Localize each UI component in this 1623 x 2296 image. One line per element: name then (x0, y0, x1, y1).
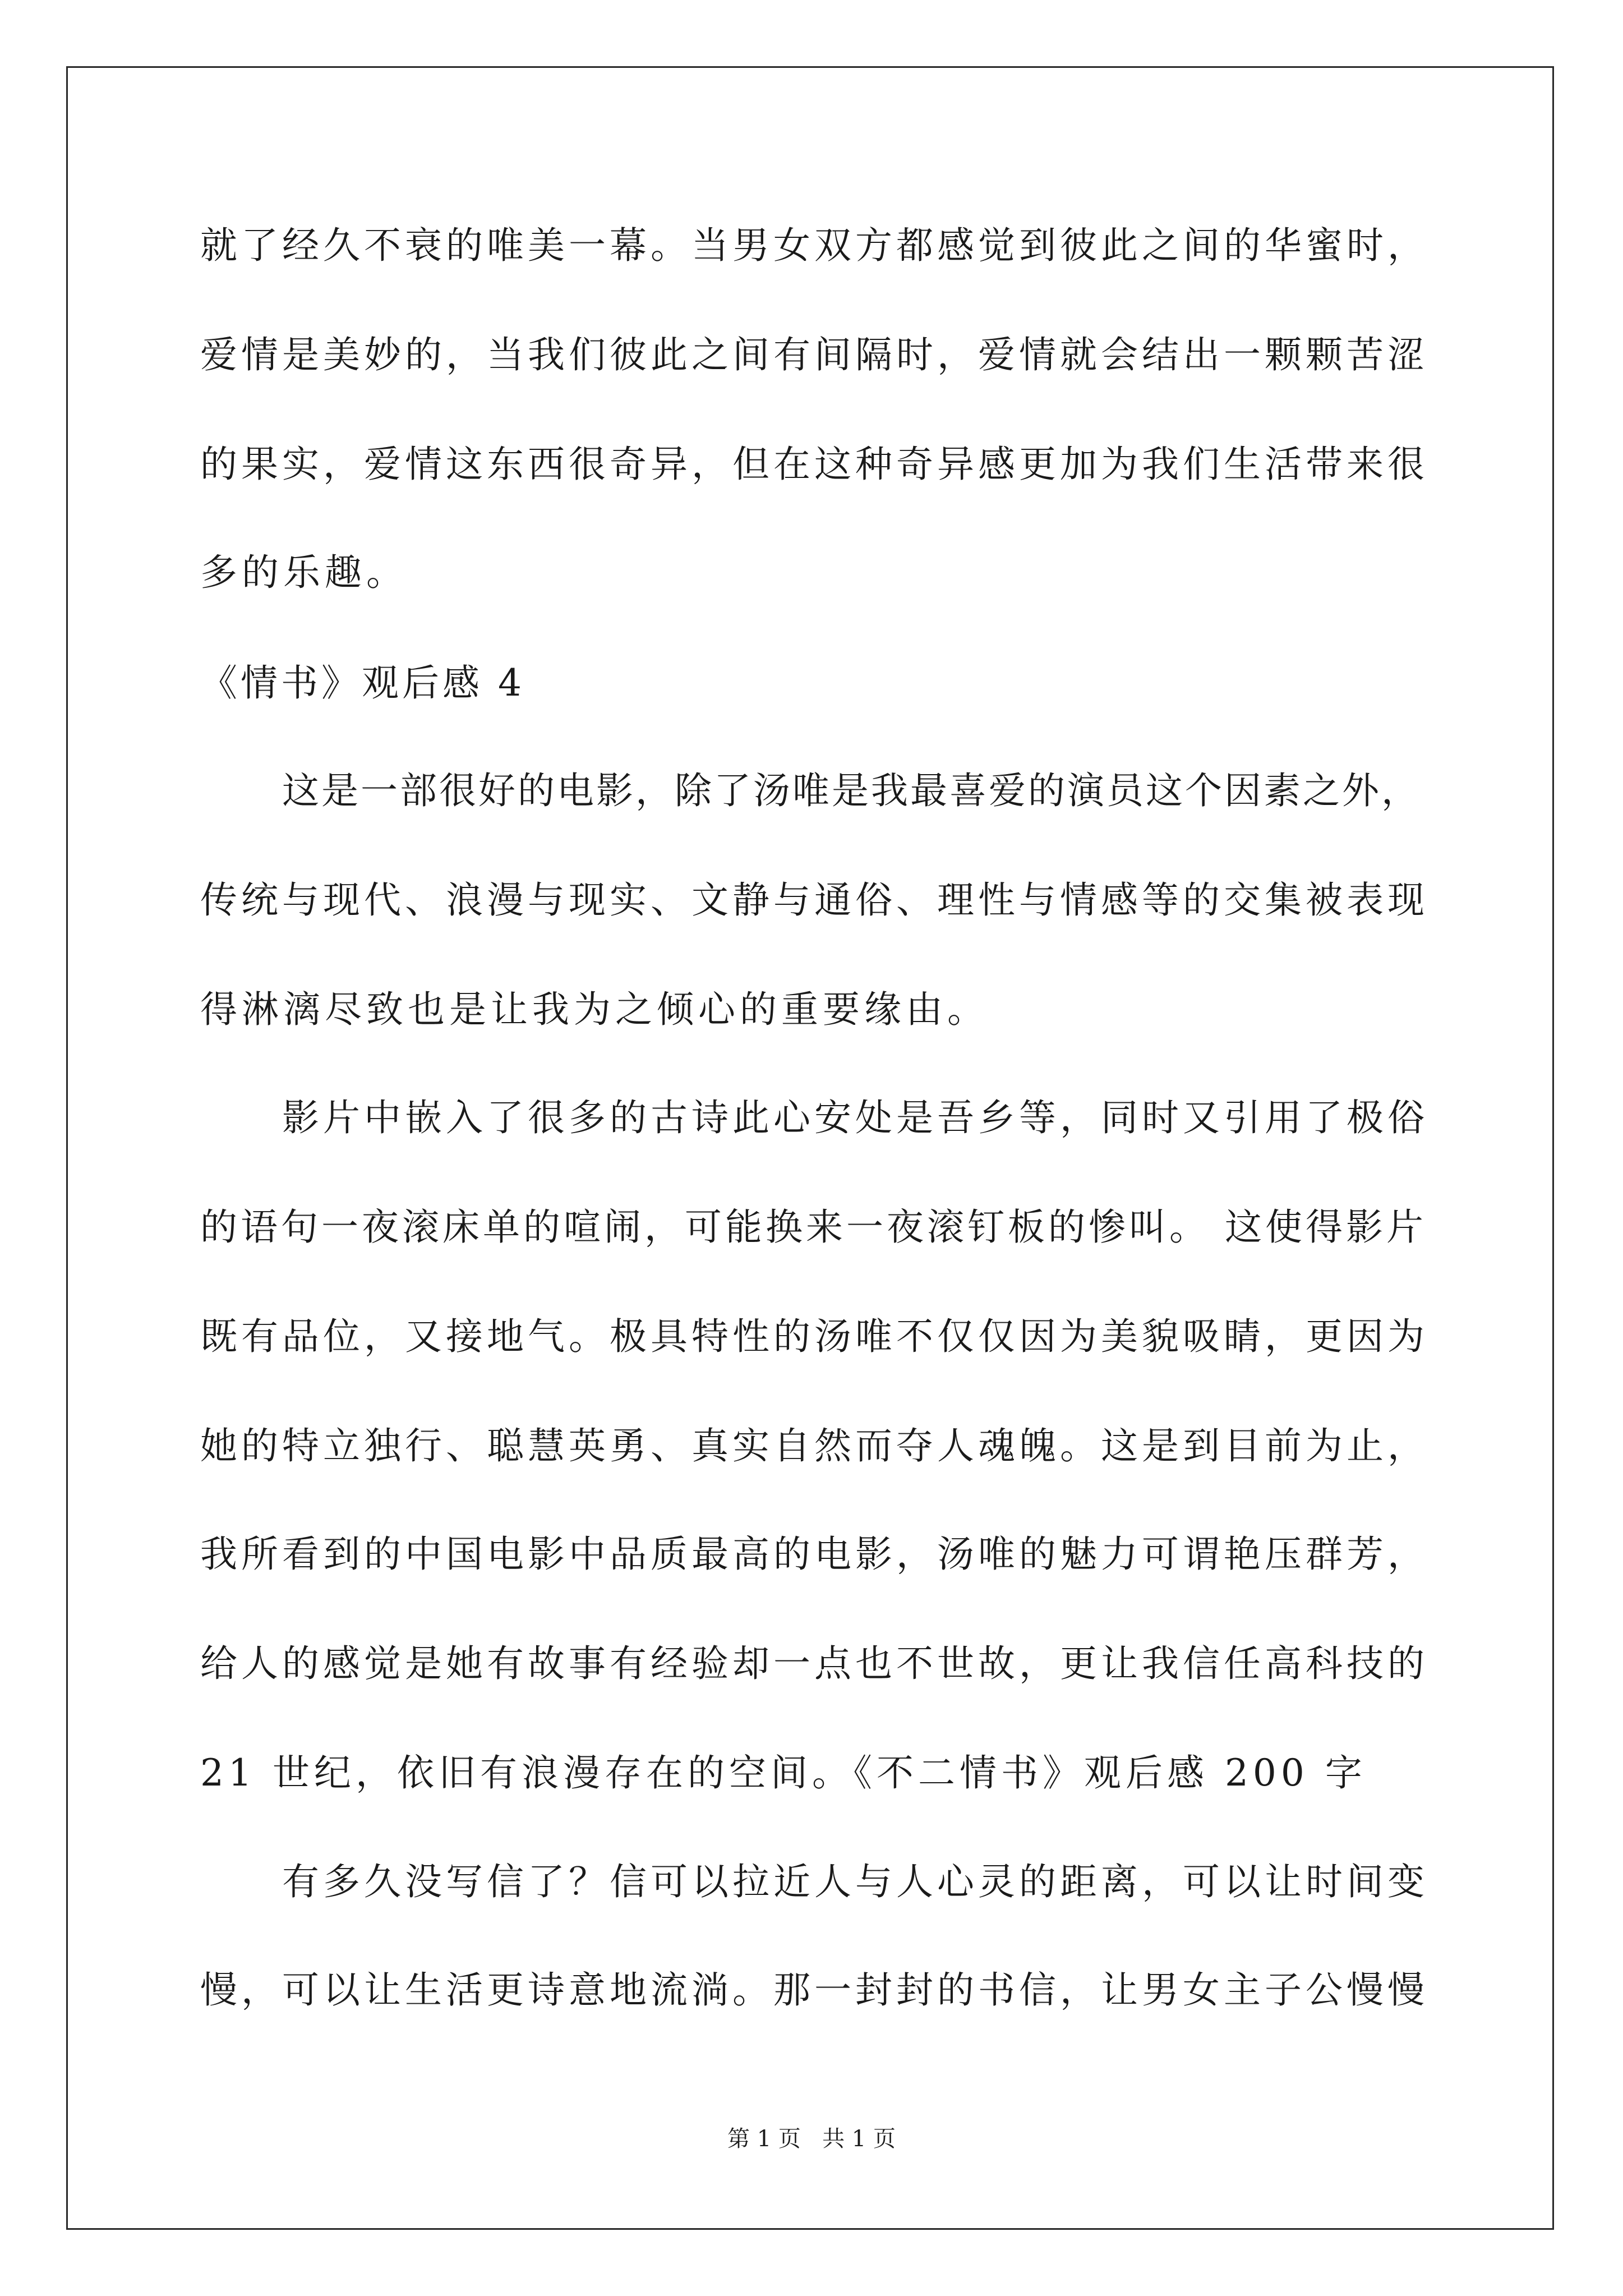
section-heading: 《情书》观后感 4 (200, 661, 525, 705)
body-line-1: 就了经久不衰的唯美一幕。当男女双方都感觉到彼此之间的华蜜时， (200, 224, 1428, 267)
paragraph-2-line-7: 21 世纪，依旧有浪漫存在的空间。《不二情书》观后感 200 字 (200, 1751, 1367, 1795)
paragraph-1-line-3: 得淋漓尽致也是让我为之倾心的重要缘由。 (200, 988, 989, 1031)
page-border (66, 66, 1554, 2230)
body-line-3: 的果实，爱情这东西很奇异，但在这种奇异感更加为我们生活带来很 (200, 443, 1428, 486)
paragraph-2-line-6: 给人的感觉是她有故事有经验却一点也不世故，更让我信任高科技的 (200, 1642, 1428, 1685)
paragraph-2-line-5: 我所看到的中国电影中品质最高的电影，汤唯的魅力可谓艳压群芳， (200, 1533, 1428, 1576)
body-line-2: 爱情是美妙的，当我们彼此之间有间隔时，爱情就会结出一颗颗苦涩 (200, 333, 1428, 376)
page-footer: 第 1 页 共 1 页 (727, 2126, 896, 2152)
paragraph-1-line-1: 这是一部很好的电影，除了汤唯是我最喜爱的演员这个因素之外， (282, 769, 1421, 812)
paragraph-1-line-2: 传统与现代、浪漫与现实、文静与通俗、理性与情感等的交集被表现 (200, 878, 1428, 922)
paragraph-3-line-1: 有多久没写信了？信可以拉近人与人心灵的距离，可以让时间变 (282, 1860, 1428, 1903)
body-line-4: 多的乐趣。 (200, 551, 408, 594)
paragraph-2-line-4: 她的特立独行、聪慧英勇、真实自然而夺人魂魄。这是到目前为止， (200, 1424, 1428, 1467)
paragraph-2-line-1: 影片中嵌入了很多的古诗此心安处是吾乡等，同时又引用了极俗 (282, 1096, 1428, 1139)
paragraph-2-line-3: 既有品位，又接地气。极具特性的汤唯不仅仅因为美貌吸睛，更因为 (200, 1315, 1428, 1358)
paragraph-3-line-2: 慢，可以让生活更诗意地流淌。那一封封的书信，让男女主子公慢慢 (200, 1968, 1428, 2012)
paragraph-2-line-2: 的语句一夜滚床单的喧闹，可能换来一夜滚钉板的惨叫。 这使得影片 (200, 1205, 1427, 1249)
